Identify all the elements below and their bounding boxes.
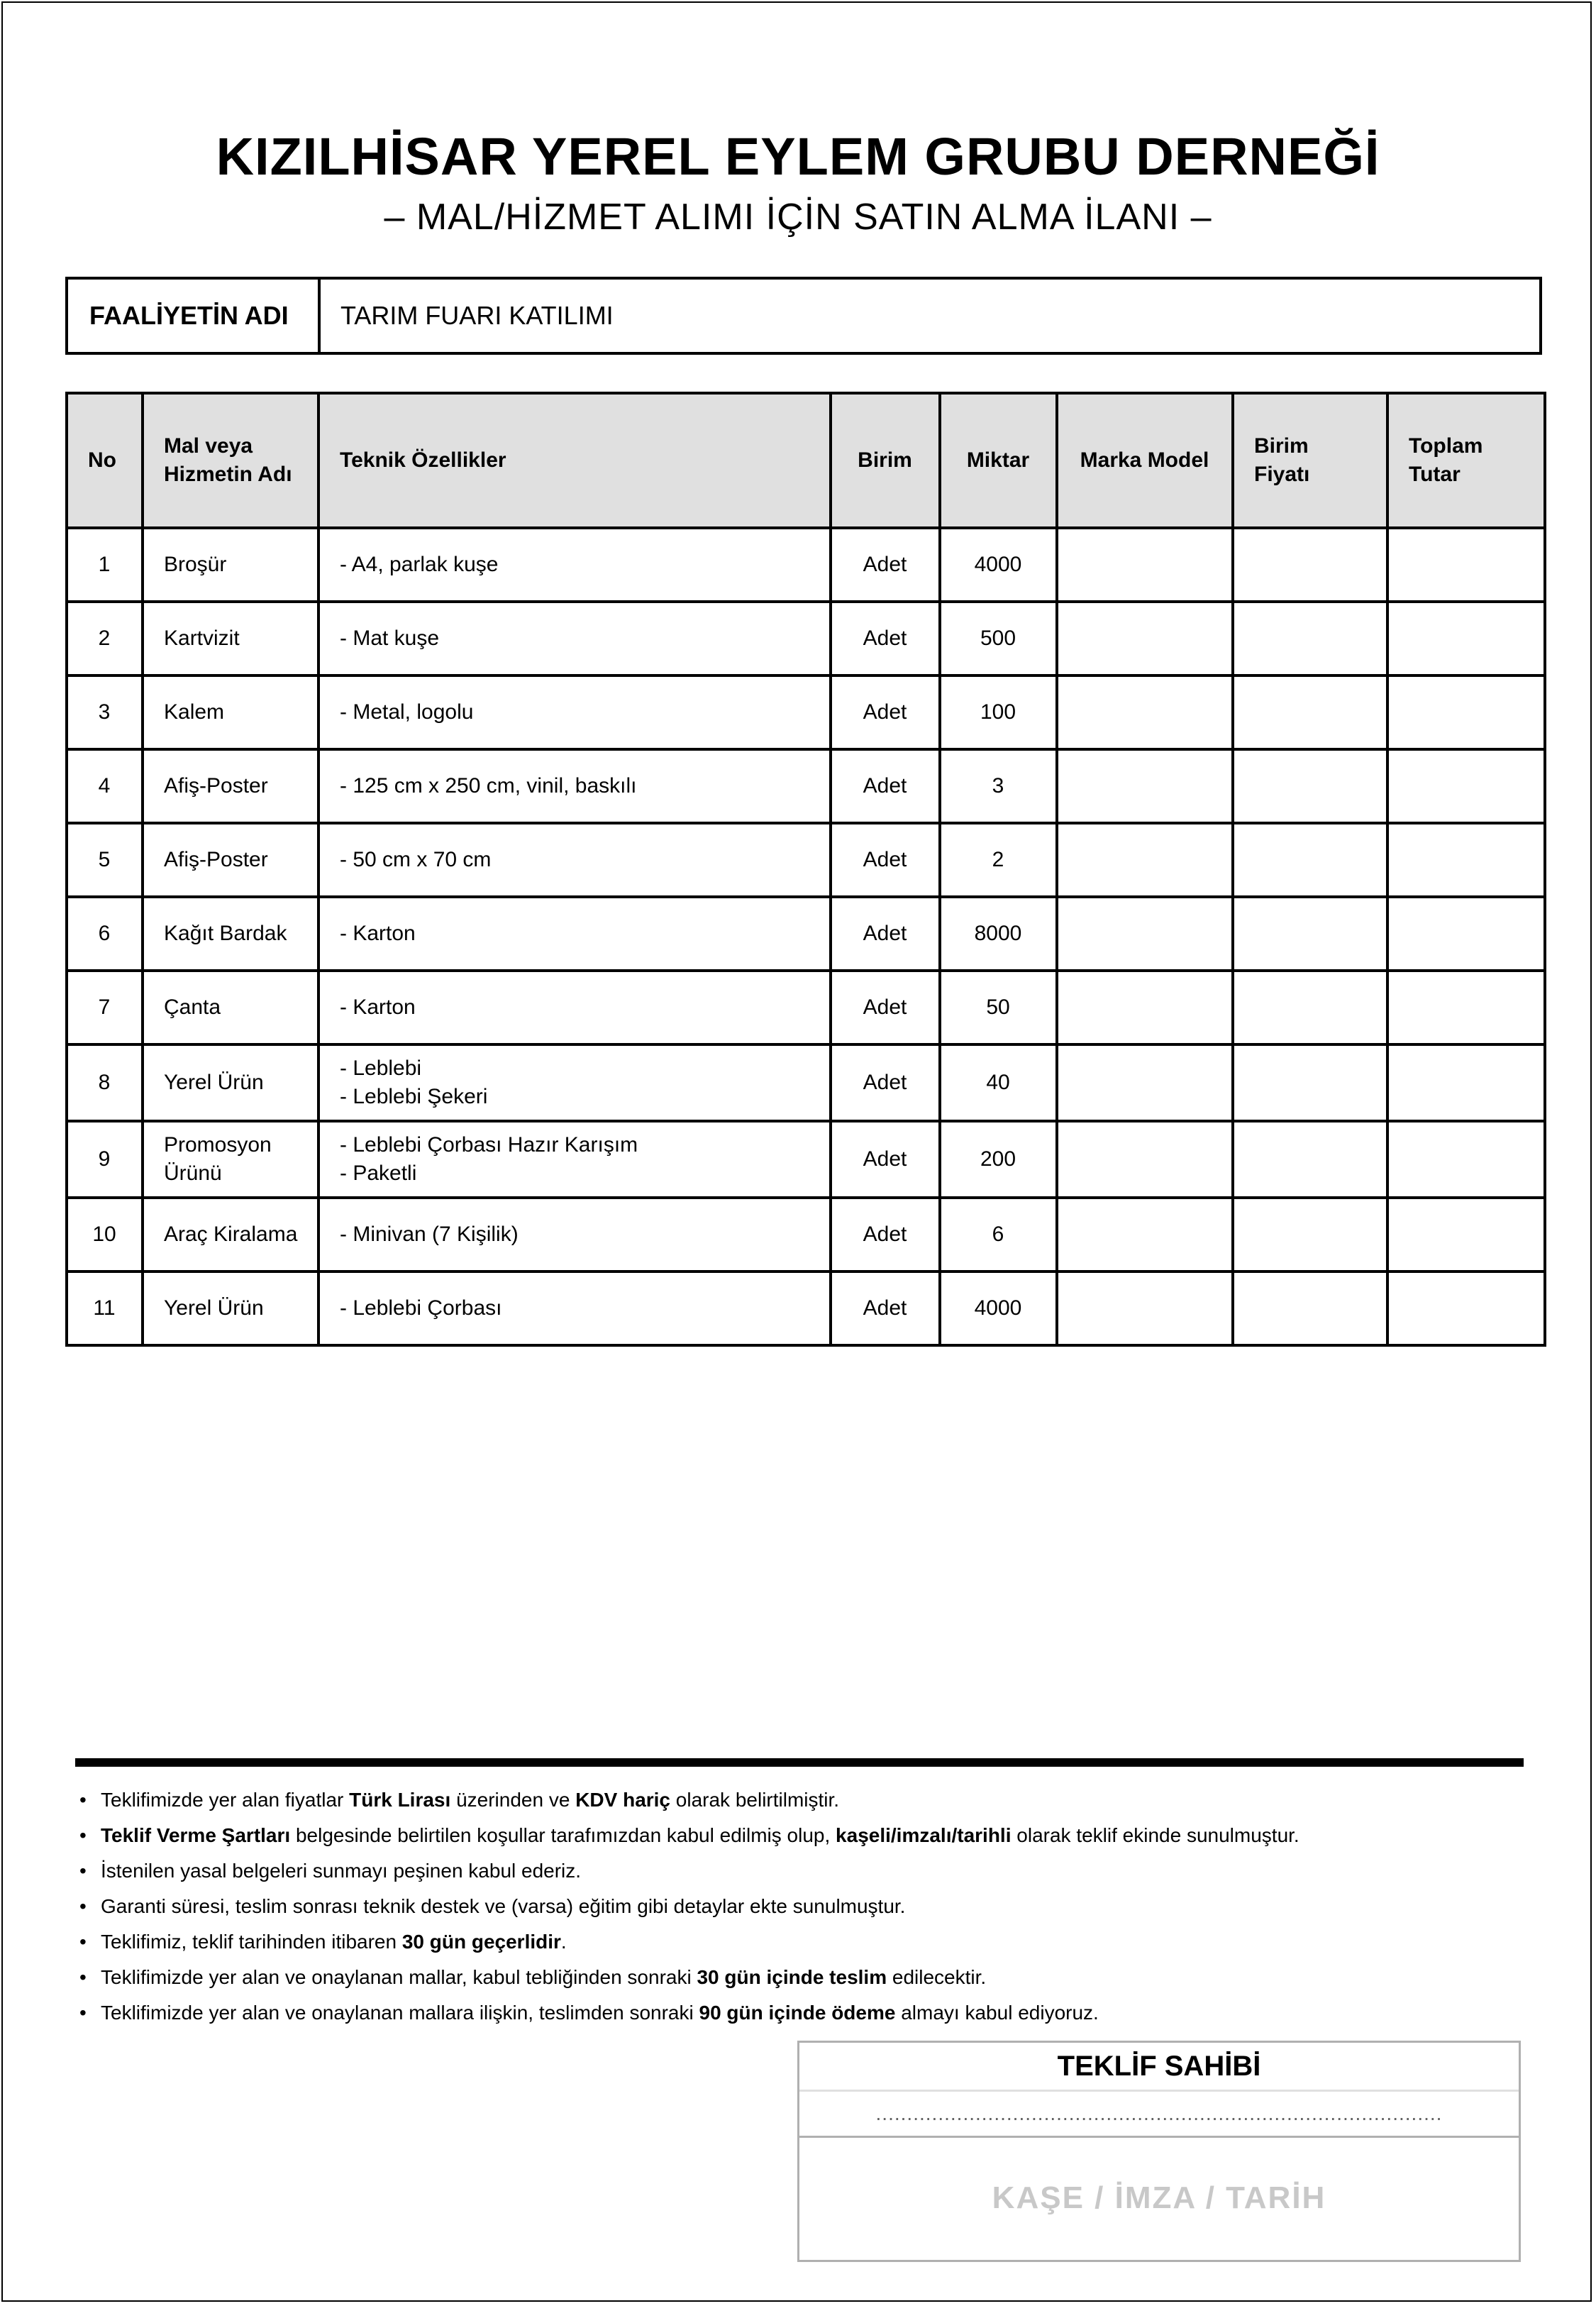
- bullet-icon: •: [79, 1895, 87, 1917]
- bullet-icon: •: [79, 1789, 87, 1811]
- cell-brand-model[interactable]: [1057, 897, 1233, 971]
- table-row: [67, 1121, 1545, 1198]
- cell-unit-price[interactable]: [1233, 528, 1387, 602]
- cell-specs: - Mat kuşe: [318, 602, 831, 675]
- cell-quantity: 4000: [940, 1271, 1057, 1345]
- cell-quantity: 100: [940, 675, 1057, 749]
- table-row: [67, 823, 1545, 897]
- cell-unit: Adet: [831, 675, 940, 749]
- cell-quantity: 50: [940, 971, 1057, 1044]
- signature-name-line[interactable]: ...........................................................................................: [799, 2092, 1519, 2138]
- header-unit-price: Birim Fiyatı: [1233, 393, 1387, 528]
- cell-quantity: 8000: [940, 897, 1057, 971]
- term-item: • Teklifimizde yer alan fiyatlar Türk Lirası üzerinden ve KDV hariç olarak belirtilmiştir.: [79, 1782, 1526, 1818]
- cell-unit: Adet: [831, 1121, 940, 1198]
- cell-specs: - 125 cm x 250 cm, vinil, baskılı: [318, 749, 831, 823]
- terms-list: [79, 1782, 1526, 2031]
- header-unit: Birim: [831, 393, 940, 528]
- cell-unit: Adet: [831, 1044, 940, 1121]
- cell-unit: Adet: [831, 971, 940, 1044]
- cell-item-name: Yerel Ürün: [143, 1271, 318, 1345]
- cell-unit: Adet: [831, 1271, 940, 1345]
- cell-specs: - Karton: [318, 897, 831, 971]
- bullet-icon: •: [79, 1966, 87, 1988]
- cell-quantity: 6: [940, 1198, 1057, 1271]
- cell-unit: Adet: [831, 897, 940, 971]
- table-row: [67, 528, 1545, 602]
- document-title: KIZILHİSAR YEREL EYLEM GRUBU DERNEĞİ: [216, 127, 1380, 186]
- activity-label: FAALİYETİN ADI: [68, 280, 321, 352]
- table-row: [67, 1271, 1545, 1345]
- header-brand-model: Marka Model: [1057, 393, 1233, 528]
- cell-brand-model[interactable]: [1057, 1121, 1233, 1198]
- table-row: [67, 897, 1545, 971]
- term-item: • İstenilen yasal belgeleri sunmayı peşinen kabul ederiz.: [79, 1853, 1526, 1889]
- cell-item-name: Broşür: [143, 528, 318, 602]
- cell-no: 8: [67, 1044, 143, 1121]
- cell-specs: - Karton: [318, 971, 831, 1044]
- term-item: • Garanti süresi, teslim sonrası teknik destek ve (varsa) eğitim gibi detaylar ekte sunulmuştur.: [79, 1889, 1526, 1924]
- cell-total[interactable]: [1387, 823, 1545, 897]
- cell-brand-model[interactable]: [1057, 1198, 1233, 1271]
- table-row: [67, 602, 1545, 675]
- bullet-icon: •: [79, 1860, 87, 1882]
- cell-unit: Adet: [831, 528, 940, 602]
- cell-item-name: Yerel Ürün: [143, 1044, 318, 1121]
- cell-item-name: Promosyon Ürünü: [143, 1121, 318, 1198]
- cell-unit-price[interactable]: [1233, 602, 1387, 675]
- cell-unit: Adet: [831, 602, 940, 675]
- items-table: [65, 392, 1546, 1347]
- cell-unit: Adet: [831, 823, 940, 897]
- cell-no: 2: [67, 602, 143, 675]
- cell-unit-price[interactable]: [1233, 1121, 1387, 1198]
- cell-quantity: 3: [940, 749, 1057, 823]
- header-specs: Teknik Özellikler: [318, 393, 831, 528]
- cell-total[interactable]: [1387, 749, 1545, 823]
- cell-total[interactable]: [1387, 897, 1545, 971]
- table-header-row: [67, 393, 1545, 528]
- cell-specs: - Leblebi - Leblebi Şekeri: [318, 1044, 831, 1121]
- cell-unit-price[interactable]: [1233, 1198, 1387, 1271]
- cell-quantity: 2: [940, 823, 1057, 897]
- cell-total[interactable]: [1387, 1044, 1545, 1121]
- cell-item-name: Afiş-Poster: [143, 749, 318, 823]
- term-item: • Teklifimizde yer alan ve onaylanan mallara ilişkin, teslimden sonraki 90 gün içinde ödeme almayı kabul ediyoruz.: [79, 1995, 1526, 2031]
- header-no: No: [67, 393, 143, 528]
- cell-item-name: Kartvizit: [143, 602, 318, 675]
- cell-brand-model[interactable]: [1057, 971, 1233, 1044]
- cell-specs: - Minivan (7 Kişilik): [318, 1198, 831, 1271]
- cell-brand-model[interactable]: [1057, 749, 1233, 823]
- term-item: • Teklifimizde yer alan ve onaylanan mallar, kabul tebliğinden sonraki 30 gün içinde teslim edilecektir.: [79, 1960, 1526, 1995]
- bullet-icon: •: [79, 1824, 87, 1846]
- cell-unit-price[interactable]: [1233, 675, 1387, 749]
- cell-unit-price[interactable]: [1233, 1271, 1387, 1345]
- cell-no: 6: [67, 897, 143, 971]
- cell-total[interactable]: [1387, 971, 1545, 1044]
- table-row: [67, 675, 1545, 749]
- cell-unit: Adet: [831, 1198, 940, 1271]
- cell-brand-model[interactable]: [1057, 675, 1233, 749]
- cell-unit-price[interactable]: [1233, 823, 1387, 897]
- cell-item-name: Araç Kiralama: [143, 1198, 318, 1271]
- cell-item-name: Afiş-Poster: [143, 823, 318, 897]
- term-item: • Teklifimiz, teklif tarihinden itibaren 30 gün geçerlidir.: [79, 1924, 1526, 1960]
- cell-unit-price[interactable]: [1233, 971, 1387, 1044]
- header-quantity: Miktar: [940, 393, 1057, 528]
- table-row: [67, 971, 1545, 1044]
- cell-quantity: 200: [940, 1121, 1057, 1198]
- cell-specs: - Leblebi Çorbası Hazır Karışım - Paketli: [318, 1121, 831, 1198]
- cell-brand-model[interactable]: [1057, 602, 1233, 675]
- term-item: • Teklif Verme Şartları belgesinde belirtilen koşullar tarafımızdan kabul edilmiş olup, kaşeli/imzalı/tarihli olarak teklif ekinde sunulmuştur.: [79, 1818, 1526, 1853]
- document-subtitle: – MAL/HİZMET ALIMI İÇİN SATIN ALMA İLANI –: [384, 197, 1212, 238]
- table-row: [67, 1198, 1545, 1271]
- header-total: Toplam Tutar: [1387, 393, 1545, 528]
- cell-no: 3: [67, 675, 143, 749]
- cell-item-name: Çanta: [143, 971, 318, 1044]
- cell-brand-model[interactable]: [1057, 823, 1233, 897]
- section-divider: [75, 1758, 1524, 1767]
- bullet-icon: •: [79, 2002, 87, 2024]
- table-row: [67, 1044, 1545, 1121]
- cell-unit-price[interactable]: [1233, 749, 1387, 823]
- cell-unit-price[interactable]: [1233, 897, 1387, 971]
- signature-title: TEKLİF SAHİBİ: [799, 2043, 1519, 2092]
- cell-no: 9: [67, 1121, 143, 1198]
- activity-value: TARIM FUARI KATILIMI: [340, 301, 614, 330]
- cell-brand-model[interactable]: [1057, 528, 1233, 602]
- signature-box: [797, 2041, 1521, 2262]
- cell-specs: - Leblebi Çorbası: [318, 1271, 831, 1345]
- cell-specs: - Metal, logolu: [318, 675, 831, 749]
- bullet-icon: •: [79, 1931, 87, 1953]
- cell-total[interactable]: [1387, 1271, 1545, 1345]
- cell-quantity: 500: [940, 602, 1057, 675]
- cell-unit-price[interactable]: [1233, 1044, 1387, 1121]
- table-row: [67, 749, 1545, 823]
- cell-quantity: 4000: [940, 528, 1057, 602]
- cell-no: 11: [67, 1271, 143, 1345]
- cell-no: 5: [67, 823, 143, 897]
- cell-unit: Adet: [831, 749, 940, 823]
- cell-total[interactable]: [1387, 602, 1545, 675]
- activity-box: [65, 277, 1542, 355]
- cell-specs: - 50 cm x 70 cm: [318, 823, 831, 897]
- cell-no: 7: [67, 971, 143, 1044]
- cell-brand-model[interactable]: [1057, 1044, 1233, 1121]
- cell-no: 4: [67, 749, 143, 823]
- cell-brand-model[interactable]: [1057, 1271, 1233, 1345]
- header-item-name: Mal veya Hizmetin Adı: [143, 393, 318, 528]
- cell-total[interactable]: [1387, 1121, 1545, 1198]
- cell-total[interactable]: [1387, 1198, 1545, 1271]
- cell-quantity: 40: [940, 1044, 1057, 1121]
- cell-item-name: Kalem: [143, 675, 318, 749]
- cell-no: 1: [67, 528, 143, 602]
- stamp-signature-date-area: KAŞE / İMZA / TARİH: [992, 2180, 1326, 2215]
- cell-total[interactable]: [1387, 528, 1545, 602]
- cell-item-name: Kağıt Bardak: [143, 897, 318, 971]
- cell-no: 10: [67, 1198, 143, 1271]
- cell-specs: - A4, parlak kuşe: [318, 528, 831, 602]
- cell-total[interactable]: [1387, 675, 1545, 749]
